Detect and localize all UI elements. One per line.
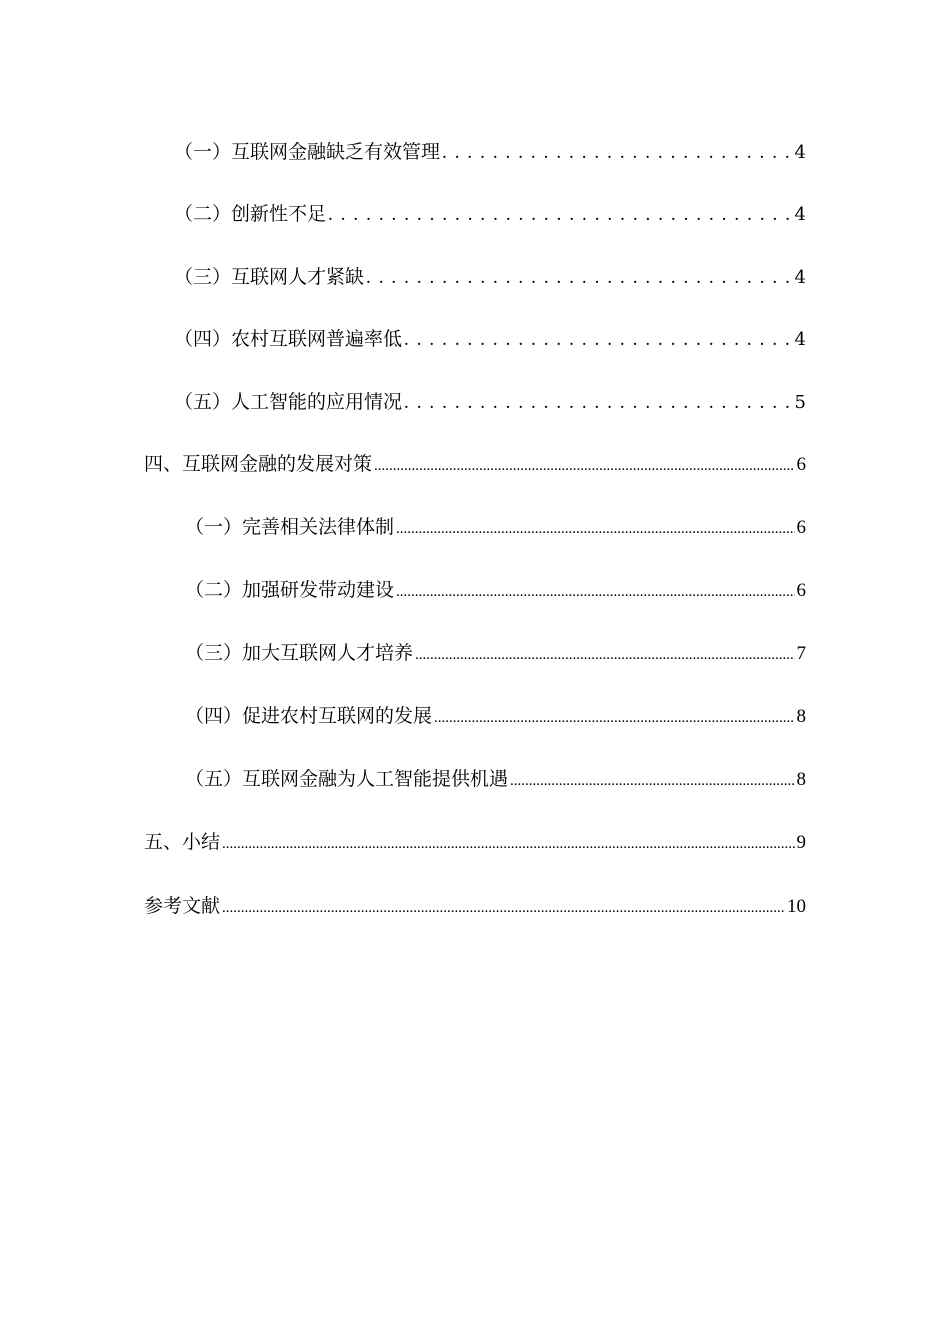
toc-entry[interactable] <box>185 512 806 542</box>
toc-entry-label: （三）加大互联网人才培养 <box>185 642 414 664</box>
toc-entry-label: （二）加强研发带动建设 <box>185 579 395 601</box>
toc-page-number: 7 <box>796 643 806 664</box>
toc-leader-dots <box>374 449 794 481</box>
toc-leader-dots <box>434 701 794 733</box>
toc-entry[interactable] <box>174 324 806 354</box>
toc-entry-references[interactable] <box>144 891 806 921</box>
toc-leader-dots <box>328 199 793 230</box>
toc-entry[interactable] <box>185 764 806 794</box>
toc-page-number: 4 <box>794 204 806 225</box>
toc-page-number: 4 <box>794 329 806 350</box>
toc-entry-label: （五）人工智能的应用情况 <box>174 391 403 413</box>
toc-entry-label: （二）创新性不足 <box>174 203 327 225</box>
toc-entry-label: 五、小结 <box>144 831 221 853</box>
toc-page-number: 8 <box>796 706 806 727</box>
toc-leader-dots <box>366 262 793 293</box>
toc-page-number: 4 <box>794 267 806 288</box>
toc-leader-dots <box>222 891 785 923</box>
toc-entry[interactable] <box>185 701 806 731</box>
toc-leader-dots <box>404 387 793 418</box>
toc-entry-label: （一）互联网金融缺乏有效管理 <box>174 141 441 163</box>
toc-leader-dots <box>442 137 793 168</box>
toc-entry[interactable] <box>185 638 806 668</box>
toc-leader-dots <box>396 575 794 607</box>
toc-page-number: 6 <box>796 517 806 538</box>
toc-entry-label: （三）互联网人才紧缺 <box>174 266 365 288</box>
toc-entry-label: （五）互联网金融为人工智能提供机遇 <box>185 768 509 790</box>
toc-entry-label: （一）完善相关法律体制 <box>185 516 395 538</box>
toc-entry[interactable] <box>174 137 806 167</box>
toc-entry[interactable] <box>174 199 806 229</box>
toc-page-number: 4 <box>794 142 806 163</box>
toc-entry[interactable] <box>185 575 806 605</box>
toc-page-number: 6 <box>796 580 806 601</box>
toc-leader-dots <box>415 638 794 670</box>
toc-page-number: 6 <box>796 454 806 475</box>
toc-page-number: 10 <box>787 896 806 917</box>
toc-entry-label: 四、互联网金融的发展对策 <box>144 453 373 475</box>
toc-entry-label: （四）农村互联网普遍率低 <box>174 328 403 350</box>
toc-entry[interactable] <box>174 262 806 292</box>
toc-page-number: 9 <box>796 832 806 853</box>
toc-page-number: 5 <box>794 392 806 413</box>
toc-entry-label: （四）促进农村互联网的发展 <box>185 705 433 727</box>
toc-leader-dots <box>404 324 793 355</box>
toc-leader-dots <box>510 764 794 796</box>
toc-entry-label: 参考文献 <box>144 895 221 917</box>
toc-entry-section[interactable] <box>144 827 806 857</box>
toc-leader-dots <box>222 827 794 859</box>
toc-leader-dots <box>396 512 794 544</box>
toc-page-number: 8 <box>796 769 806 790</box>
toc-entry-section[interactable] <box>144 449 806 479</box>
toc-entry[interactable] <box>174 387 806 417</box>
